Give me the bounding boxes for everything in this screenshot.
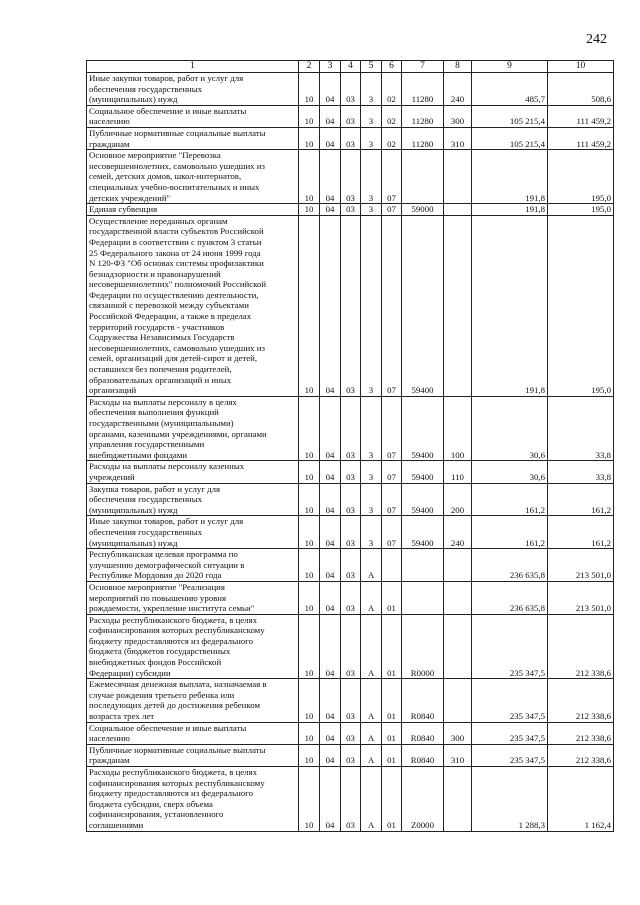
code-cell: 10: [299, 396, 320, 461]
code-cell: R0840: [402, 744, 444, 766]
code-cell: 10: [299, 105, 320, 127]
code-cell: 07: [382, 396, 402, 461]
code-cell: 59400: [402, 516, 444, 549]
code-cell: 07: [382, 483, 402, 516]
code-cell: 240: [444, 73, 472, 106]
expense-name-cell: Социальное обеспечение и иные выплаты населению: [87, 722, 299, 744]
code-cell: Z0000: [402, 767, 444, 832]
expense-name-cell: Ежемесячная денежная выплата, назначаемая в случае рождения третьего ребенка или последующих детей до достижения ребенком возраста трех лет: [87, 679, 299, 722]
code-cell: 04: [320, 722, 341, 744]
amount-cell: 1 162,4: [548, 767, 614, 832]
code-cell: 03: [341, 127, 361, 149]
code-cell: 04: [320, 105, 341, 127]
code-cell: 59400: [402, 396, 444, 461]
code-cell: 07: [382, 204, 402, 216]
code-cell: [444, 150, 472, 204]
code-cell: [402, 549, 444, 582]
code-cell: 10: [299, 73, 320, 106]
header-cell: 6: [382, 61, 402, 73]
code-cell: 03: [341, 461, 361, 483]
table-row: [87, 204, 614, 216]
code-cell: 03: [341, 679, 361, 722]
code-cell: R0000: [402, 614, 444, 679]
code-cell: А: [361, 679, 382, 722]
code-cell: 01: [382, 614, 402, 679]
amount-cell: 236 635,8: [472, 581, 548, 614]
code-cell: А: [361, 767, 382, 832]
code-cell: [382, 549, 402, 582]
code-cell: 10: [299, 461, 320, 483]
code-cell: 310: [444, 127, 472, 149]
table-row: [87, 516, 614, 549]
amount-cell: 161,2: [472, 516, 548, 549]
amount-cell: 1 288,3: [472, 767, 548, 832]
table-row: [87, 73, 614, 106]
code-cell: 03: [341, 396, 361, 461]
expense-name-cell: Республиканская целевая программа по улучшению демографической ситуации в Республике Мордовия до 2020 года: [87, 549, 299, 582]
code-cell: 3: [361, 204, 382, 216]
code-cell: 04: [320, 396, 341, 461]
code-cell: 10: [299, 516, 320, 549]
code-cell: А: [361, 581, 382, 614]
code-cell: 59000: [402, 204, 444, 216]
amount-cell: 33,8: [548, 461, 614, 483]
code-cell: [444, 679, 472, 722]
amount-cell: 105 215,4: [472, 105, 548, 127]
code-cell: [444, 614, 472, 679]
expense-name-cell: Осуществление переданных органам государственной власти субъектов Российской Федерации в соответствии с пунктом 3 статьи 25 Федерального закона от 24 июня 1999 года N 120-ФЗ "Об основах системы профилактики безнадзорности и правонарушений несовершеннолетних" полномочий Российской Федерации по осуществлению деятельности, связанной с перевозкой между субъектами Российской Федерации, а также в пределах территорий государств - участников Содружества Независимых Государств несовершеннолетних, самовольно ушедших из семей, организаций для детей-сирот и детей, оставшихся без попечения родителей, образовательных организаций и иных организаций: [87, 215, 299, 396]
expense-name-cell: Публичные нормативные социальные выплаты гражданам: [87, 744, 299, 766]
code-cell: 3: [361, 516, 382, 549]
expense-name-cell: Расходы республиканского бюджета, в целях софинансирования которых республиканскому бюджету предоставляются из федерального бюджета (бюджетов государственных внебюджетных фондов Российской Федерации) субсидии: [87, 614, 299, 679]
amount-cell: 485,7: [472, 73, 548, 106]
header-cell: 8: [444, 61, 472, 73]
header-cell: 2: [299, 61, 320, 73]
amount-cell: 508,6: [548, 73, 614, 106]
code-cell: 3: [361, 127, 382, 149]
code-cell: 10: [299, 204, 320, 216]
code-cell: 04: [320, 150, 341, 204]
code-cell: 10: [299, 581, 320, 614]
amount-cell: 191,8: [472, 204, 548, 216]
table-row: [87, 396, 614, 461]
header-cell: 9: [472, 61, 548, 73]
expense-name-cell: Основное мероприятие "Реализация мероприятий по повышению уровня рождаемости, укрепление института семьи": [87, 581, 299, 614]
expense-name-cell: Публичные нормативные социальные выплаты гражданам: [87, 127, 299, 149]
code-cell: 01: [382, 744, 402, 766]
code-cell: [444, 767, 472, 832]
code-cell: 11280: [402, 73, 444, 106]
expense-name-cell: Основное мероприятие "Перевозка несовершеннолетних, самовольно ушедших из семей, детских домов, школ-интернатов, специальных учебно-воспитательных и иных детских учреждений": [87, 150, 299, 204]
code-cell: 300: [444, 722, 472, 744]
header-cell: 7: [402, 61, 444, 73]
amount-cell: 105 215,4: [472, 127, 548, 149]
table-header-row: [87, 61, 614, 73]
amount-cell: 236 635,8: [472, 549, 548, 582]
table-row: [87, 127, 614, 149]
code-cell: 01: [382, 767, 402, 832]
code-cell: 59400: [402, 215, 444, 396]
amount-cell: 235 347,5: [472, 744, 548, 766]
header-cell: 1: [87, 61, 299, 73]
code-cell: 110: [444, 461, 472, 483]
header-cell: 3: [320, 61, 341, 73]
code-cell: 03: [341, 105, 361, 127]
code-cell: 07: [382, 215, 402, 396]
code-cell: 10: [299, 744, 320, 766]
code-cell: 04: [320, 679, 341, 722]
expense-name-cell: Расходы на выплаты персоналу в целях обеспечения выполнения функций государственными (муниципальными) органами, казенными учреждениями, органами управления государственными внебюджетными фондами: [87, 396, 299, 461]
code-cell: R0840: [402, 722, 444, 744]
code-cell: 03: [341, 204, 361, 216]
amount-cell: 212 338,6: [548, 679, 614, 722]
amount-cell: 212 338,6: [548, 722, 614, 744]
code-cell: 01: [382, 722, 402, 744]
code-cell: 04: [320, 215, 341, 396]
code-cell: [444, 549, 472, 582]
amount-cell: 161,2: [472, 483, 548, 516]
table-row: [87, 549, 614, 582]
table-row: [87, 105, 614, 127]
table-row: [87, 767, 614, 832]
code-cell: 03: [341, 549, 361, 582]
code-cell: 310: [444, 744, 472, 766]
code-cell: 01: [382, 581, 402, 614]
code-cell: 03: [341, 516, 361, 549]
code-cell: 10: [299, 483, 320, 516]
budget-table: [86, 60, 614, 832]
code-cell: [444, 204, 472, 216]
code-cell: 100: [444, 396, 472, 461]
expense-name-cell: Социальное обеспечение и иные выплаты населению: [87, 105, 299, 127]
amount-cell: 213 501,0: [548, 581, 614, 614]
header-cell: 4: [341, 61, 361, 73]
code-cell: 3: [361, 105, 382, 127]
code-cell: 07: [382, 461, 402, 483]
amount-cell: 30,6: [472, 396, 548, 461]
page-number: 242: [586, 32, 607, 47]
code-cell: 3: [361, 483, 382, 516]
code-cell: 10: [299, 722, 320, 744]
code-cell: [402, 581, 444, 614]
code-cell: 03: [341, 614, 361, 679]
code-cell: 59400: [402, 461, 444, 483]
table-row: [87, 581, 614, 614]
code-cell: А: [361, 722, 382, 744]
code-cell: 03: [341, 722, 361, 744]
code-cell: 240: [444, 516, 472, 549]
code-cell: 04: [320, 581, 341, 614]
code-cell: 04: [320, 483, 341, 516]
code-cell: 01: [382, 679, 402, 722]
code-cell: 02: [382, 127, 402, 149]
expense-name-cell: Единая субвенция: [87, 204, 299, 216]
code-cell: 04: [320, 127, 341, 149]
code-cell: 10: [299, 215, 320, 396]
table-row: [87, 722, 614, 744]
header-cell: 5: [361, 61, 382, 73]
code-cell: 04: [320, 204, 341, 216]
code-cell: R0840: [402, 679, 444, 722]
code-cell: 03: [341, 581, 361, 614]
code-cell: 04: [320, 549, 341, 582]
expense-name-cell: Расходы на выплаты персоналу казенных учреждений: [87, 461, 299, 483]
code-cell: 04: [320, 73, 341, 106]
amount-cell: 191,8: [472, 215, 548, 396]
code-cell: 03: [341, 483, 361, 516]
code-cell: [444, 215, 472, 396]
code-cell: 04: [320, 744, 341, 766]
amount-cell: 195,0: [548, 215, 614, 396]
code-cell: [444, 581, 472, 614]
expense-name-cell: Иные закупки товаров, работ и услуг для обеспечения государственных (муниципальных) нужд: [87, 516, 299, 549]
amount-cell: 213 501,0: [548, 549, 614, 582]
amount-cell: 195,0: [548, 204, 614, 216]
code-cell: 07: [382, 516, 402, 549]
amount-cell: 33,8: [548, 396, 614, 461]
code-cell: 3: [361, 396, 382, 461]
code-cell: 11280: [402, 105, 444, 127]
code-cell: 03: [341, 73, 361, 106]
table-row: [87, 483, 614, 516]
amount-cell: 161,2: [548, 483, 614, 516]
code-cell: А: [361, 549, 382, 582]
code-cell: 04: [320, 614, 341, 679]
code-cell: 59400: [402, 483, 444, 516]
code-cell: 02: [382, 105, 402, 127]
code-cell: 03: [341, 150, 361, 204]
code-cell: 02: [382, 73, 402, 106]
table-row: [87, 614, 614, 679]
amount-cell: 235 347,5: [472, 614, 548, 679]
amount-cell: 235 347,5: [472, 722, 548, 744]
code-cell: 07: [382, 150, 402, 204]
code-cell: 3: [361, 150, 382, 204]
expense-name-cell: Иные закупки товаров, работ и услуг для обеспечения государственных (муниципальных) нужд: [87, 73, 299, 106]
code-cell: 10: [299, 614, 320, 679]
code-cell: 3: [361, 73, 382, 106]
expense-name-cell: Закупка товаров, работ и услуг для обеспечения государственных (муниципальных) нужд: [87, 483, 299, 516]
code-cell: [402, 150, 444, 204]
code-cell: 3: [361, 215, 382, 396]
amount-cell: 212 338,6: [548, 744, 614, 766]
amount-cell: 212 338,6: [548, 614, 614, 679]
code-cell: А: [361, 744, 382, 766]
amount-cell: 191,8: [472, 150, 548, 204]
code-cell: 10: [299, 549, 320, 582]
amount-cell: 30,6: [472, 461, 548, 483]
code-cell: 10: [299, 150, 320, 204]
amount-cell: 111 459,2: [548, 105, 614, 127]
table-row: [87, 744, 614, 766]
amount-cell: 111 459,2: [548, 127, 614, 149]
code-cell: 04: [320, 516, 341, 549]
table-row: [87, 215, 614, 396]
amount-cell: 161,2: [548, 516, 614, 549]
code-cell: 03: [341, 767, 361, 832]
code-cell: 04: [320, 767, 341, 832]
table-row: [87, 679, 614, 722]
amount-cell: 235 347,5: [472, 679, 548, 722]
code-cell: 10: [299, 127, 320, 149]
amount-cell: 195,0: [548, 150, 614, 204]
code-cell: 03: [341, 215, 361, 396]
table-row: [87, 150, 614, 204]
expense-name-cell: Расходы республиканского бюджета, в целях софинансирования которых республиканскому бюджету предоставляются из федерального бюджета субсидии, сверх объема софинансирования, установленного соглашениями: [87, 767, 299, 832]
code-cell: 11280: [402, 127, 444, 149]
code-cell: А: [361, 614, 382, 679]
code-cell: 04: [320, 461, 341, 483]
code-cell: 03: [341, 744, 361, 766]
header-cell: 10: [548, 61, 614, 73]
table-row: [87, 461, 614, 483]
code-cell: 10: [299, 679, 320, 722]
code-cell: 10: [299, 767, 320, 832]
code-cell: 200: [444, 483, 472, 516]
code-cell: 3: [361, 461, 382, 483]
code-cell: 300: [444, 105, 472, 127]
